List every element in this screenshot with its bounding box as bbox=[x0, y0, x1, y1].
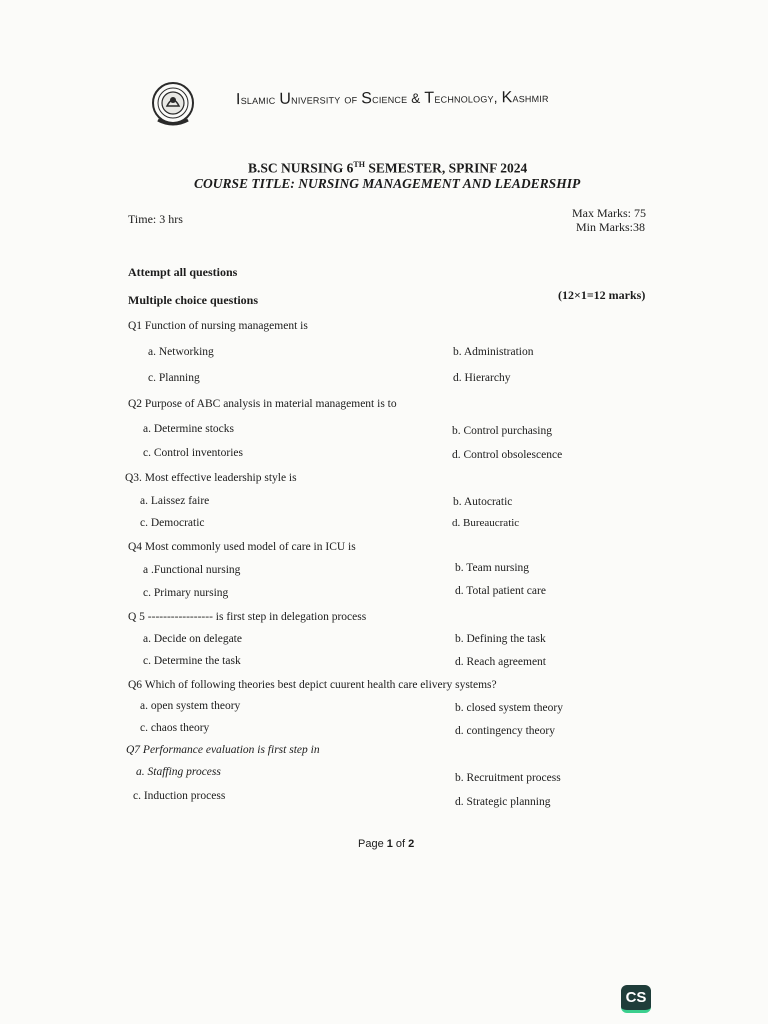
q4-option-d: d. Total patient care bbox=[455, 585, 546, 597]
q5-option-d: d. Reach agreement bbox=[455, 656, 546, 668]
q7-option-d: d. Strategic planning bbox=[455, 796, 551, 808]
q2-option-b: b. Control purchasing bbox=[452, 425, 552, 437]
question-7: Q7 Performance evaluation is first step in bbox=[126, 744, 320, 756]
q3-option-c: c. Democratic bbox=[140, 517, 205, 529]
university-name: Islamic University of Science & Technology, Kashmir bbox=[235, 89, 549, 109]
section-marks: (12×1=12 marks) bbox=[558, 288, 646, 302]
q7-option-b: b. Recruitment process bbox=[455, 772, 561, 784]
max-marks: Max Marks: 75 bbox=[572, 206, 646, 220]
question-1: Q1 Function of nursing management is bbox=[128, 320, 308, 332]
q3-option-b: b. Autocratic bbox=[453, 496, 513, 508]
q5-option-c: c. Determine the task bbox=[143, 655, 241, 667]
q2-option-a: a. Determine stocks bbox=[143, 423, 235, 435]
question-5: Q 5 ----------------- is first step in delegation process bbox=[128, 611, 367, 623]
course-title: COURSE TITLE: NURSING MANAGEMENT AND LEADERSHIP bbox=[194, 176, 581, 191]
section-title: Multiple choice questions bbox=[128, 293, 259, 307]
q7-option-c: c. Induction process bbox=[133, 790, 226, 802]
page-number: Page 1 of 2 bbox=[358, 838, 415, 850]
q4-option-b: b. Team nursing bbox=[455, 562, 530, 574]
q6-option-b: b. closed system theory bbox=[455, 702, 563, 714]
q1-option-a: a. Networking bbox=[148, 346, 214, 358]
q1-option-d: d. Hierarchy bbox=[453, 372, 511, 384]
q2-option-c: c. Control inventories bbox=[143, 447, 243, 459]
question-4: Q4 Most commonly used model of care in ICU is bbox=[128, 541, 356, 553]
q6-option-a: a. open system theory bbox=[140, 700, 241, 712]
q2-option-d: d. Control obsolescence bbox=[452, 449, 563, 461]
min-marks: Min Marks:38 bbox=[576, 220, 645, 234]
question-2: Q2 Purpose of ABC analysis in material management is to bbox=[128, 398, 397, 410]
q1-option-c: c. Planning bbox=[148, 372, 200, 384]
q1-option-b: b. Administration bbox=[453, 346, 534, 358]
q6-option-c: c. chaos theory bbox=[140, 722, 210, 734]
q4-option-a: a .Functional nursing bbox=[143, 564, 241, 576]
q5-option-a: a. Decide on delegate bbox=[143, 633, 242, 645]
exam-time: Time: 3 hrs bbox=[128, 212, 183, 226]
q7-option-a: a. Staffing process bbox=[136, 766, 221, 778]
camscanner-icon: CS bbox=[621, 985, 651, 1013]
question-6: Q6 Which of following theories best depict cuurent health care elivery systems? bbox=[128, 679, 497, 691]
program-heading: B.SC NURSING 6TH SEMESTER, SPRINF 2024 bbox=[248, 160, 528, 176]
q4-option-c: c. Primary nursing bbox=[143, 587, 229, 599]
q3-option-a: a. Laissez faire bbox=[140, 495, 210, 507]
instruction-attempt: Attempt all questions bbox=[128, 265, 238, 279]
university-seal-icon bbox=[150, 82, 196, 128]
q6-option-d: d. contingency theory bbox=[455, 725, 555, 737]
question-3: Q3. Most effective leadership style is bbox=[125, 472, 297, 484]
q3-option-d: d. Bureaucratic bbox=[452, 517, 520, 529]
q5-option-b: b. Defining the task bbox=[455, 633, 546, 645]
